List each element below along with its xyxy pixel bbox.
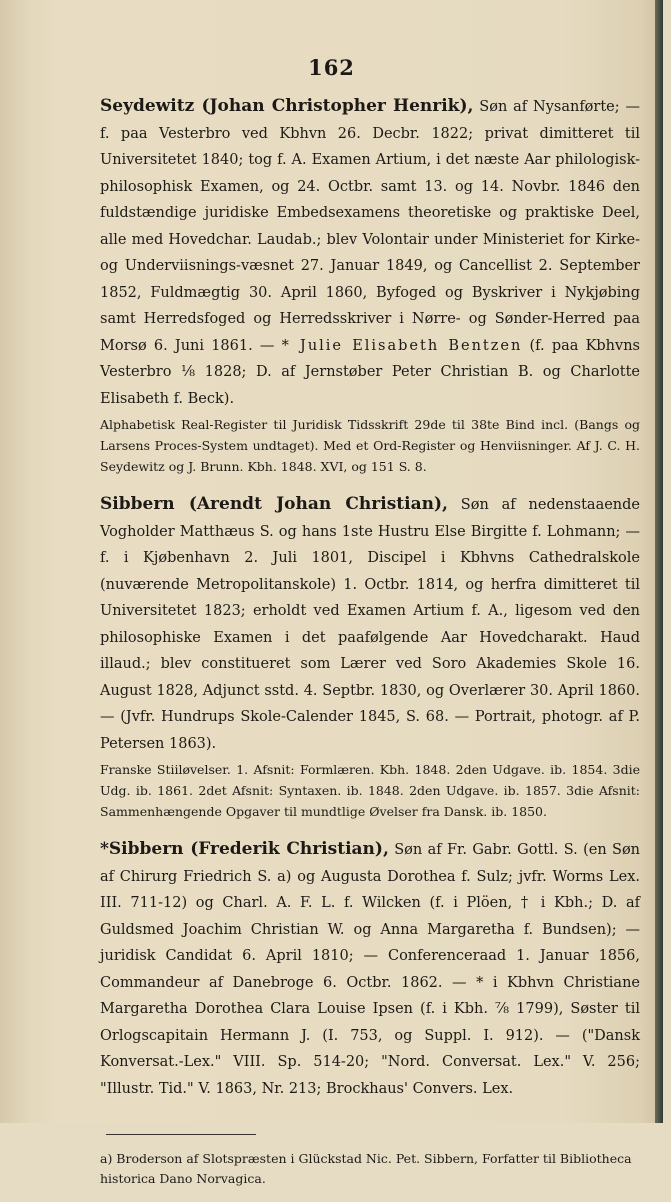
entry-text: Søn af Nysanførte; — f. paa Vesterbro ved Kbhvn 26. Decbr. 1822; privat dimitteret til Universitetet 1840; tog f. A. Examen Artium, i det næste Aar philologisk-philosophisk Examen, og 24. Octbr. samt 13. og 14. Novbr. 1846 den fuldstændige juridiske Embedsexamens theoretiske og praktiske Deel, alle med Hovedchar. Laudab.; blev Volontair under Ministeriet for Kirke- og Underviisnings-væsnet 27. Januar 1849, og Cancellist 2. September 1852, Fuldmægtig 30. April 1860, Byfoged og Byskriver i Nykjøbing samt Herredsfoged og Herredsskriver i Nørre- og Sønder-Herred paa Morsø 6. Juni 1861. — bbox=[100, 99, 640, 354]
entry-bibliography: Alphabetisk Real-Register til Juridisk Tidsskrift 29de til 38te Bind incl. (Bangs og Larsens Proces-System undtaget). Med et Ord-Register og Henviisninger. Af J. C. H. Seydewitz og J. Brunn. Kbh. 1848. XVI, og 151 S. 8. bbox=[100, 417, 640, 474]
page-edge bbox=[655, 0, 663, 1123]
entry-spouse: * Julie Elisabeth Bentzen bbox=[281, 337, 523, 354]
page-number: 162 bbox=[308, 55, 355, 80]
entry-heading: *Sibbern (Frederik Christian), bbox=[100, 839, 389, 859]
footnote: a) Broderson af Slotspræsten i Glückstad Nic. Pet. Sibbern, Forfatter til Bibliotheca historica Dano Norvagica. bbox=[100, 1151, 632, 1186]
entry-heading: Seydewitz (Johan Christopher Henrik), bbox=[100, 96, 474, 116]
entry-bibliography: Franske Stiiløvelser. 1. Afsnit: Formlæren. Kbh. 1848. 2den Udgave. ib. 1854. 3die Udg. ib. 1861. 2det Afsnit: Syntaxen. ib. 1848. 2den Udgave. ib. 1857. 3die Afsnit: Sammenhængende Opgaver til mundtlige Øvelser fra Dansk. ib. 1850. bbox=[100, 762, 640, 819]
entry-text: Søn af nedenstaaende Vogholder Matthæus S. og hans 1ste Hustru Else Birgitte f. Lohmann; — f. i Kjøbenhavn 2. Juli 1801, Discipel i Kbhvns Cathedralskole (nuværende Metropolitanskole) 1. Octbr. 1814, og herfra dimitteret til Universitetet 1823; erholdt ved Examen Artium f. A., ligesom ved den philosophiske Examen i det paafølgende Aar Hovedcharakt. Haud illaud.; blev constitueret som Lærer ved Soro Akademies Skole 16. August 1828, Adjunct sstd. 4. Septbr. 1830, og Overlærer 30. April 1860. — (Jvfr. Hundrups Skole-Calender 1845, S. 68. — Portrait, photogr. af P. Petersen 1863). bbox=[100, 497, 641, 752]
entry-sibbern-arendt bbox=[100, 491, 640, 757]
entry-heading: Sibbern (Arendt Johan Christian), bbox=[100, 494, 448, 514]
footnote-divider bbox=[106, 1134, 256, 1135]
entry-text: Søn af Fr. Gabr. Gottl. S. (en Søn af Chirurg Friedrich S. a) og Augusta Dorothea f. Sulz; jvfr. Worms Lex. III. 711-12) og Charl. A. F. L. f. Wilcken (f. i Plöen, † i Kbh.; D. af Guldsmed Joachim Christian W. og Anna Margaretha f. Bundsen); — juridisk Candidat 6. April 1810; — Conferenceraad 1. Januar 1856, Commandeur af Danebroge 6. Octbr. 1862. — * i Kbhvn Christiane Margaretha Dorothea Clara Louise Ipsen (f. i Kbh. ⅞ 1799), Søster til Orlogscapitain Hermann J. (I. 753, og Suppl. I. 912). — ("Dansk Konversat.-Lex." VIII. Sp. 514-20; "Nord. Conversat. Lex." V. 256; "Illustr. Tid." V. 1863, Nr. 213; Brockhaus' Convers. Lex. bbox=[100, 842, 641, 1097]
entry-seydewitz bbox=[100, 93, 640, 412]
entry-sibbern-frederik bbox=[100, 836, 640, 1102]
entry-spouse-details: (f. paa Kbhvns Vesterbro ⅛ 1828; D. af Jernstøber Peter Christian B. og Charlotte Elisabeth f. Beck). bbox=[100, 337, 640, 407]
page-content bbox=[100, 93, 640, 1202]
